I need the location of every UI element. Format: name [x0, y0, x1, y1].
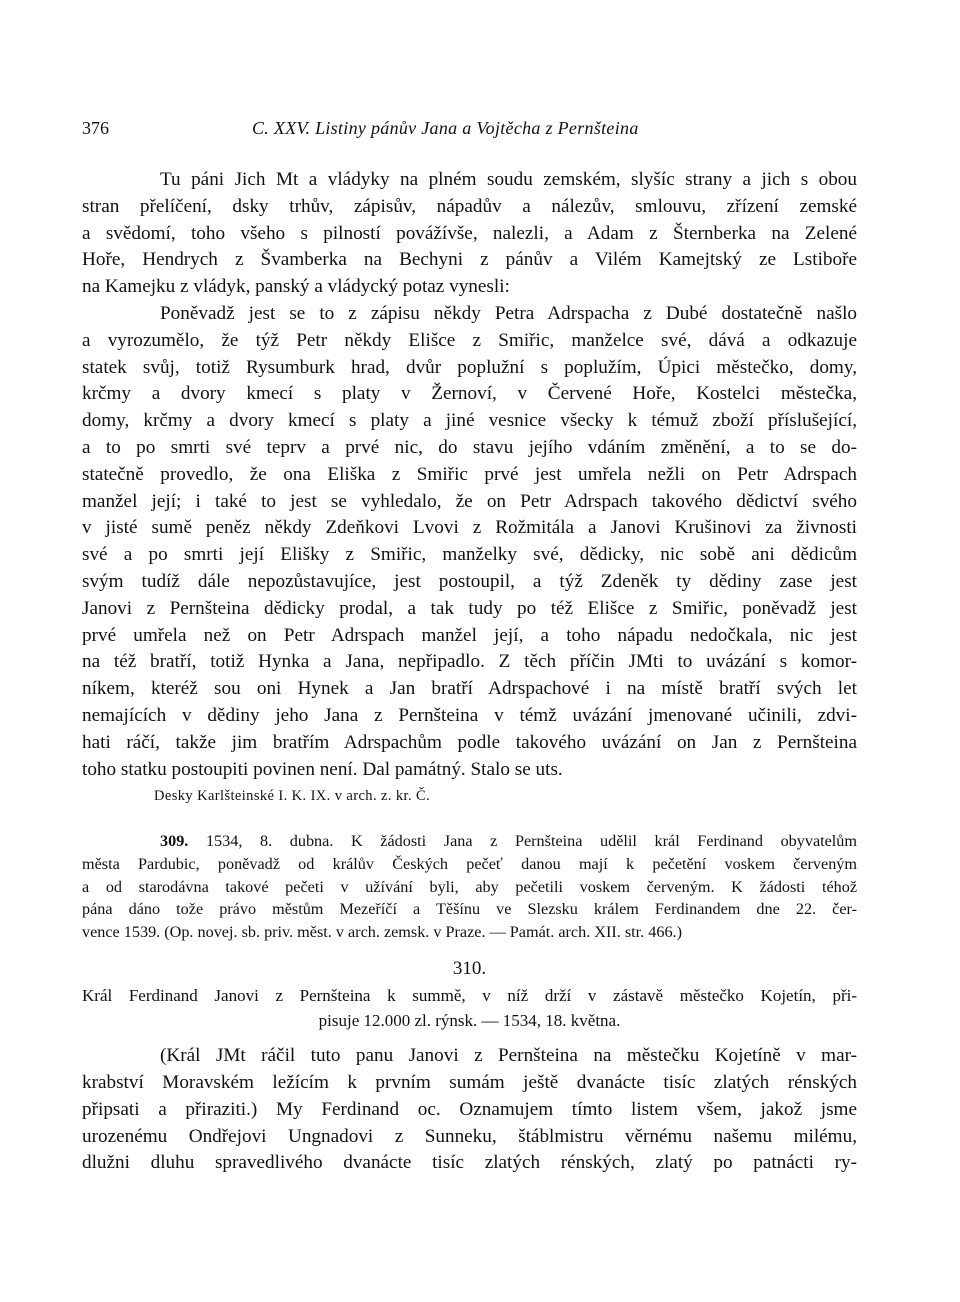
regest-line: města Pardubic, poněvadž od králův Českých pečeť danou mají k pečetění voskem červeným — [82, 854, 857, 873]
text-line: a to po smrti své teprv a prvé nic, do stavu jejího vdáním změnění, a to se do- — [82, 436, 857, 458]
text-line: Hoře, Hendrych z Švamberka na Bechyni z pánův a Vilém Kamejtský ze Lstiboře — [82, 249, 857, 271]
page-number: 376 — [82, 118, 109, 138]
text-line: stran přelíčení, dsky trhův, zápisův, nápadův a nálezův, smlouvu, zřízení zemské — [82, 195, 857, 217]
text-line: své a po smrti její Elišky z Smiřic, manželky své, dědicky, nic sobě ani dědicům — [82, 544, 857, 566]
running-title: C. XXV. Listiny pánův Jana a Vojtěcha z Pernšteina — [252, 118, 639, 138]
regest-line: a od starodávna takové pečeti v užívání byli, aby pečetili voskem červeným. K žádosti téhož — [82, 877, 857, 896]
text-line: v jisté sumě peněz někdy Zdeňkovi Lvovi z Rožmitála a Janovi Krušinovi za živnosti — [82, 517, 857, 539]
text-line: hati ráčí, takže jim bratřím Adrspachům podle takového uvázání on Jan z Pernšteina — [82, 731, 857, 753]
text-line: na Kamejku z vládyk, panský a vládycký potaz vynesli: — [82, 276, 510, 298]
document-body — [82, 1043, 857, 1177]
text-line: (Král JMt ráčil tuto panu Janovi z Pernšteina na městečku Kojetíně v mar- — [160, 1045, 857, 1067]
text-line: Poněvadž jest se to z zápisu někdy Petra Adrspacha z Dubé dostatečně našlo — [160, 302, 857, 324]
section-gap — [82, 1033, 857, 1043]
text-line: krčmy a dvory kmecí s platy v Žernoví, v Červené Hoře, Kostelci městečka, — [82, 383, 857, 405]
regest-line: vence 1539. (Op. novej. sb. priv. měst. v arch. zemsk. v Praze. — Památ. arch. XII. str. 466.) — [82, 922, 682, 941]
regest-line — [82, 830, 857, 853]
paragraph-verdict-intro — [82, 167, 857, 301]
regest-number: 309. — [160, 832, 189, 851]
regest-text: 1534, 8. dubna. K žádosti Jana z Pernšteina udělil král Ferdinand obyvatelům — [205, 832, 857, 851]
text-line: manžel její; i také to jest se vyhledalo, že on Petr Adrspach takového dědictví svého — [82, 490, 857, 512]
text-line: dlužni dluhu spravedlivého dvanácte tisíc zlatých rénských, zlatý po patnácti ry- — [82, 1152, 857, 1174]
regest-line: pána dáno tože právo městům Mezeříčí a Těšínu ve Slezsku králem Ferdinandem dne 22. čer- — [82, 900, 857, 919]
section-gap — [82, 807, 857, 830]
text-line: svým tudíž dále nepozůstavujíce, jest postoupil, a týž Zdeněk ty dědiny zase jest — [82, 570, 857, 592]
text-line: urozenému Ondřejovi Ungnadovi z Sunneku, štáblmistru věrnému našemu milému, — [82, 1125, 857, 1147]
regest-309 — [82, 830, 857, 943]
text-line: toho statku postoupiti povinen není. Dal památný. Stalo se uts. — [82, 758, 563, 780]
text-line: a vyrozumělo, že týž Petr někdy Elišce z Smiřic, manželce své, dává a odkazuje — [82, 329, 857, 351]
page-body — [82, 167, 857, 1177]
text-line: na též bratří, totiž Hynka a Jana, nepřipadlo. Z těch příčin JMti to uvázání s komor- — [82, 651, 857, 673]
text-line: domy, krčmy a dvory kmecí s platy a jiné vesnice všecky k témuž zboží příslušející, — [82, 410, 857, 432]
text-line: prvé umřela než on Petr Adrspach manžel její, a toho nápadu nedočkala, nic jest — [82, 624, 857, 646]
document-title-line: pisuje 12.000 zl. rýnsk. — 1534, 18. května. — [318, 1011, 621, 1031]
paragraph-verdict-reasons — [82, 301, 857, 783]
document-title — [82, 983, 857, 1033]
text-line: připsati a přiraziti.) My Ferdinand oc. Oznamujem tímto listem všem, jakož jsme — [82, 1098, 857, 1120]
text-line: nemajících v dědiny jeho Jana z Pernšteina v témž uvázání jmenované učinili, zdvi- — [82, 704, 857, 726]
text-line: Janovi z Pernšteina dědicky prodal, a tak tudy po též Elišce z Smiřic, poněvadž jest — [82, 597, 857, 619]
text-line: statečně provedlo, že ona Eliška z Smiřic prvé jest umřela nežli on Petr Adrspach — [82, 463, 857, 485]
text-line: krabství Moravském ležícím k prvním sumám ještě dvanácte tisíc zlatých rénských — [82, 1072, 857, 1094]
text-line: a svědomí, toho všeho s pilností povážívše, nalezli, a Adam z Šternberka na Zelené — [82, 222, 857, 244]
document-number: 310. — [452, 958, 487, 980]
text-line: statek svůj, totiž Rysumburk hrad, dvůr poplužní s poplužím, Úpici městečko, domy, — [82, 356, 857, 378]
document-title-line: Král Ferdinand Janovi z Pernšteina k summě, v níž drží v zástavě městečko Kojetín, při- — [82, 986, 857, 1006]
page-header — [82, 118, 857, 144]
source-note: Desky Karlšteinské I. K. IX. v arch. z. kr. Č. — [154, 788, 431, 805]
text-line: Tu páni Jich Mt a vládyky na plném soudu zemském, slyšíc strany a jich s obou — [160, 169, 857, 190]
text-line: níkem, kteréž sou oni Hynek a Jan bratří Adrspachové i na místě bratří svých let — [82, 678, 857, 700]
